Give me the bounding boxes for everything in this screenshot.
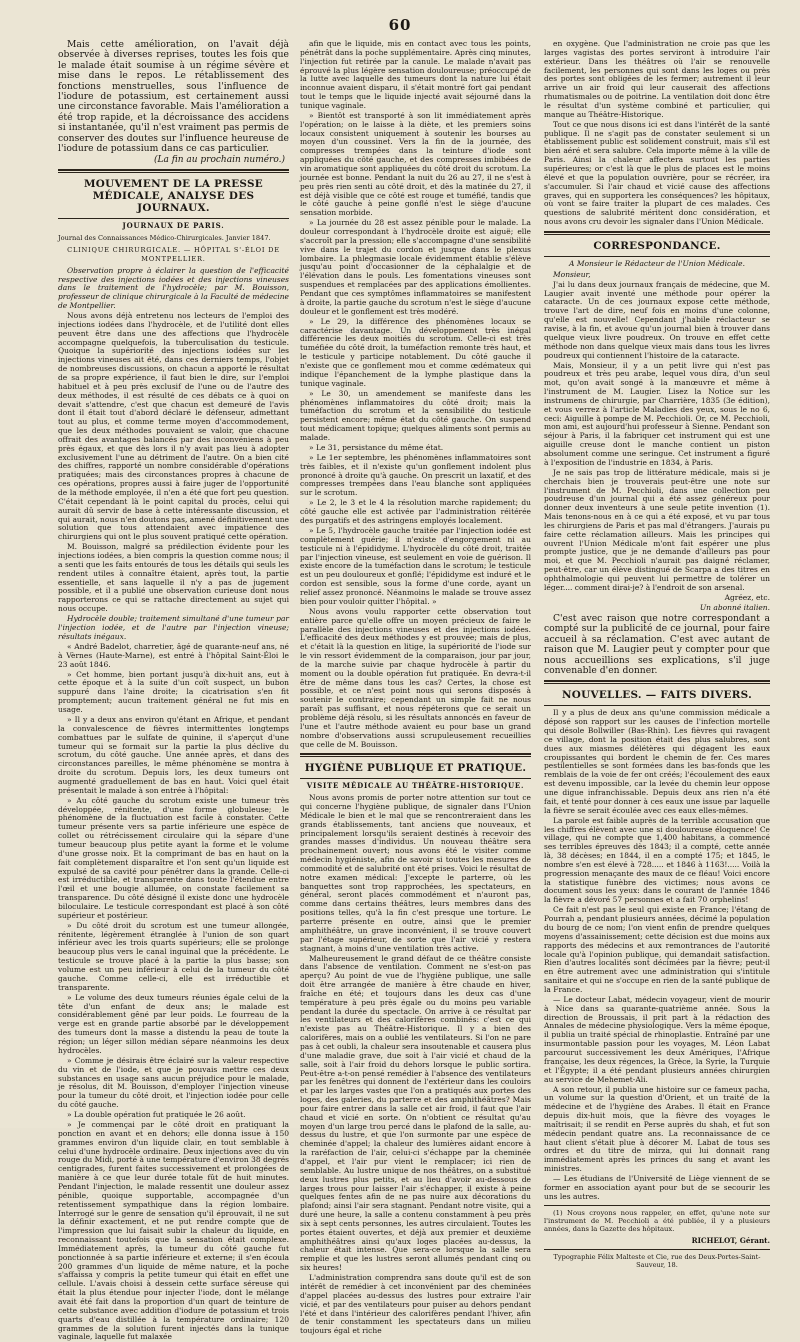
paragraph: Il y a plus de deux ans qu'une commission médicale a déposé son rapport sur les causes de l'infection mortelle qui désole Bollwiller (Bas-Rhin). Les fièvres qui ravagent ce village, dont la position était des plus salubres, sont dues aux miasmes délétères qui dégagent les eaux croupissantes qui bordent le chemin de fer. Ces mares pestilentielles se sont formées dans les bas-fonds que les remblais de la voie de fer ont créés; l'écoulement des eaux est devenu impossible, car la levée du chemin leur oppose une digue infranchissable. Depuis deux ans rien n'a été fait, et tenté pour donner à ces eaux une issue par laquelle la fièvre se serait écoulée avec ces eaux elles-mêmes.	[544, 708, 770, 815]
paragraph: » Le volume des deux tumeurs réunies égale celui de la tête d'un enfant de deux ans; le malade est considérablement gêné par leur poids. Le fourreau de la verge est en grande partie absorbé par le développement des tumeurs dont la masse a distendu la peau de toute la région; un léger sillon médian sépare néanmoins les deux hydrocèles.	[58, 992, 289, 1055]
section-title: NOUVELLES. — FAITS DIVERS.	[561, 689, 753, 702]
paragraph: » Cet homme, bien portant jusqu'à dix-huit ans, eut à cette époque et à la suite d'un coït suspect, un bubon suppuré dans l'aine droite; la cicatrisation s'en fit promptement; aucun traitement général ne fut mis en usage.	[58, 669, 289, 714]
section-title: CORRESPONDANCE.	[593, 239, 721, 252]
typographer-line: Typographie Félix Malteste et Cie, rue des Deux-Portes-Saint-Sauveur, 18.	[553, 1252, 761, 1270]
paragraph: » Comme je désirais être éclairé sur la valeur respective du vin et de l'iode, et que je pouvais mettre ces deux substances en usage sans aucun préjudice pour le malade, je résolus, dit M. Bouisson, d'employer l'injection vineuse pour la tumeur du côté droit, et l'injection iodée pour celle du côté gauche.	[58, 1055, 289, 1110]
column-2	[300, 39, 531, 1336]
paragraph: » Bientôt est transporté à son lit immédiatement après l'opération; on le laisse à la diète, et les premiers soins locaux consistent uniquement à soutenir les bourses au moyen d'un coussinet. Vers la fin de la journée, des compresses trempées dans la teinture d'iode sont appliquées du côté gauche, et des compresses imbibées de vin aromatique sont appliquées du côté droit du scrotum. La journée est bonne. Pendant la nuit du 26 au 27, il ne s'est à peu près rien senti au côté droit, et dès la matinée du 27, il est déjà visible que ce côté est rouge et tuméfié, tandis que le côté gauche à peine gonflé n'est le siège d'aucune sensation morbide.	[300, 110, 531, 218]
divider	[58, 218, 289, 219]
section-title: MOUVEMENT DE LA PRESSE MÉDICALE, ANALYSE DES JOURNAUX.	[83, 178, 264, 215]
publisher-signature: RICHELOT, Gérant.	[691, 1235, 770, 1245]
paragraph: Ce fait n'est pas le seul qui existe en France; l'étang de Pourrah a, pendant plusieurs années, décimé la population du bourg de ce nom; l'on vient enfin de prendre quelques moyens d'assainissement; cette décision est due moins aux rapports des médecins et aux remontrances de l'autorité locale qu'à l'opinion publique, qui demandait satisfaction. Rien d'autres localités sont décimées par la fièvre; peut-il en être autrement avec une administration qui s'intitule sanitaire et qui ne s'occupe en rien de la santé publique de la France.	[544, 905, 770, 994]
section-title: HYGIÈNE PUBLIQUE ET PRATIQUE.	[304, 762, 527, 775]
divider	[544, 256, 770, 257]
section-divider	[544, 680, 770, 684]
clinic-title: CLINIQUE CHIRURGICALE. — HÔPITAL S'-ÉLOI DE MONTPELLIER.	[67, 246, 280, 263]
column-3	[544, 39, 770, 1270]
section-divider	[544, 231, 770, 235]
paragraph: » La journée du 28 est assez pénible pour le malade. La douleur correspondant à l'hydrocèle droite est aiguë; elle s'accroît par la pression; elle s'accompagne d'une sensibilité vive dans le trajet du cordon et jusque dans le plexus lombaire. La phlegmasie locale évidemment établie s'élève jusqu'au point d'occasionner de la céphalalgie et de l'élévation dans le pouls. Les fomentations vineuses sont suspendues et remplacées par des applications émollientes. Pendant que ces symptômes inflammatoires se manifestent à droite, la partie gauche du scrotum n'est le siège d'aucune douleur et le gonflement est très modéré.	[300, 218, 531, 316]
paragraph: Nous avons déjà entretenu nos lecteurs de l'emploi des injections iodées dans l'hydrocèle, et de l'utilité dont elles peuvent être dans une des affections que l'hydrocèle accompagne quelquefois, la tuberculisation du testicule. Quoique la supériorité des injections iodées sur les injections vineuses ait été, dans ces derniers temps, l'objet de nombreuses discussions, on chacun a apporté le résultat de sa propre expérience, il faut bien le dire, sur l'emploi habituel et à peu près exclusif de l'une ou de l'autre des deux méthodes, il est résulté de ces débats ce à quoi on devait s'attendre, c'est que chacun est demeuré de l'avis dont il était tout d'abord déclaré le défenseur, admettant tout au plus, et comme terme moyen d'accommodement, que les deux méthodes pouvaient se valoir, que chacune offrait des avantages balancés par des inconvéniens à peu près égaux, et que dès lors il n'y avait pas lieu à adopter exclusivement l'une au détriment de l'autre. On a bien cité des chiffres, rapporté un nombre considérable d'opérations pratiquées; mais des circonstances propres à chacune de ces opérations, propres aussi à faire juger de l'opportunité de la méthode employée, il n'en a été que fort peu question. C'était cependant là le point capital du procès, celui qui aurait dû servir de base à cette intéressante discussion, et qui aurait, nous n'en doutons pas, amené définitivement une solution que tous attendaient avec impatience des chirurgiens qui ont le plus souvent pratiqué cette opération.	[58, 311, 289, 542]
paragraph: Nous avons promis de porter notre attention sur tout ce qui concerne l'hygiène publique, de signaler dans l'Union Médicale le bien et le mal que se rencontreraient dans les grands établissements, tant anciens que nouveaux, et principalement lorsqu'ils seraient destinés à recevoir des grandes masses d'individus. Un nouveau théâtre sera prochainement ouvert; nous avons été le visiter comme médecin hygiéniste, afin de savoir si toutes les mesures de commodité et de salubrité ont été prises. Voici le résultat de notre examen médical: J'excepte le parterre, où les banquettes sont trop rapprochées, les spectateurs, en général, seront placés commodément et n'auront pas, comme dans certains théâtres, leurs membres dans des positions telles, qu'à la fin c'est presque une torture. Le parterre présente en outre, ainsi que le premier amphithéâtre, un grave inconvénient, il se trouve couvert par l'étage supérieur, de sorte que l'air vicié y restera stagnant, à moins d'une ventilation très active.	[300, 793, 531, 953]
journal-source: Journal des Connaissances Médico-Chirurgicales. Janvier 1847.	[58, 234, 271, 243]
paragraph: Mais, Monsieur, il y a un petit livre qui n'est pas poudreux et très peu arabe, lequel vous dira, d'un seul mot, qu'on avait songé à la manœuvre et même à l'instrument de M. Laugier. Lisez la Notice sur les instrumens de chirurgie, par Charrière, 1835 (3e édition), et vous verrez à l'article Maladies des yeux, sous le no 6, ceci: Aiguille à pompe de M. Pecchioli. Or, ce M. Pecchioli, mon ami, est aujourd'hui professeur à Sienne. Pendant son séjour à Paris, il la fabriquer cet instrument qui est une aiguille creuse dont le manche contient un piston absolument comme une seringue. Cet instrument a figuré à l'exposition de l'industrie en 1834, à Paris.	[544, 360, 770, 467]
divider	[544, 1205, 770, 1206]
paragraph: » Il y a deux ans environ qu'étant en Afrique, et pendant la convalescence de fièvres intermittentes longtemps combattues par le sulfate de quinine, il s'aperçut d'une tumeur qui se formait sur la partie la plus déclive du scrotum, du côté gauche. Une année après, et dans des circonstances pareilles, le même phénomène se montra à droite du scrotum. Depuis lors, les deux tumeurs ont augmenté graduellement de bas en haut. Voici quel était présentait le malade à son entrée à l'hôpital:	[58, 715, 289, 795]
paragraph: Je ne sais pas trop de littérature médicale, mais si je cherchais bien je trouverais peut-être une note sur l'instrument de M. Pecchioli, dans une collection peu poudreuse d'un journal qui a été assez généreux pour donner deux inventeurs à une seule petite invention (1). Mais tenons-nous en à ce qui a été exposé, et vu par tous les chirurgiens de Paris et pas mal d'étrangers. J'aurais pu faire cette réclamation ailleurs. Mais les principes qui ouvrent l'Union Médicale m'ont fait espérer une plus prompte justice, que je ne demande d'ailleurs pas pour moi, et que M. Pecchioli n'aurait pas daigné réclamer, peut-être, car un élève distingué de Scarpa a des titres en ophthalmologie qui peuvent lui permettre de tolérer un léger.... comment dirai-je? à l'endroit de son arsenal.	[544, 467, 770, 592]
paragraph: — Les étudians de l'Université de Liège viennent de se former en association ayant pour but de se secourir les uns les autres.	[544, 1174, 770, 1201]
editor-note: C'est avec raison que notre correspondant a compté sur la publicité de ce journal, pour faire accueil à sa réclamation. C'est avec autant de raison que M. Laugier peut y compter pour que nous accueillions ses explications, s'il juge convenable d'en donner.	[544, 612, 770, 676]
paragraph: » La double opération fut pratiquée le 26 août.	[67, 1110, 246, 1120]
paragraph: La parole est faible auprès de la terrible accusation que les chiffres élèvent avec une si douloureuse éloquence! Ce village, qui ne compte que 1,400 habitans, a commencé ses terribles épreuves dès 1843; il a compté, cette année là, 38 décèses; en 1844, il en a compté 175; et 1845, le nombre s'en est élevé à 728..... et 1846 à 1163!..... Voilà la progression menaçante des maux de ce fléau! Voici encore la statistique funèbre des victimes; nous avons ce document sous les yeux: dans le courant de l'année 1846 la fièvre a dévoré 57 personnes et a fait 70 orphelins!	[544, 815, 770, 905]
paragraph: » Je commençai par le côté droit en pratiquant la ponction en avant et en dehors; elle donna issue à 150 grammes environ d'un liquide clair, en tout semblable à celui d'une hydrocèle ordinaire. Deux injections avec du vin rouge du Midi, porté à une température d'environ 38 degrés centigrades, furent faites successivement et prolongées de manière à ce que leur durée totale fût de huit minutes. Pendant l'injection, le malade ressentit une douleur assez pénible, quoique supportable, accompagnée d'un retentissement sympathique dans la région lombaire. Interrogé sur le genre de sensation qu'il éprouvait, il ne sut la définir exactement, et ne put rendre compte que de l'impression que lui faisait subir la chaleur du liquide, en reconnaissant toutefois que la sensation était complexe. Immédiatement après, la tumeur du côté gauche fut ponctionnée à sa partie inférieure et externe; il s'en écoula 200 grammes d'un liquide de même nature, et la poche s'affaissa y compris la petite tumeur qui était en effet une cellule. L'avais choisi à dessein cette surface séreuse qui était la plus étendue pour injecter l'iode, dont le mélange avait été fait dans la proportion d'un quart de teinture de cette substance avec addition d'iodure de potassium et trois quarts d'eau distillée à la température ordinaire; 120 grammes de la solution furent injectés dans la tunique vaginale, laquelle fut malaxée	[58, 1120, 289, 1342]
paragraph: » Le 1er septembre, les phénomènes inflammatoires sont très faibles, et il n'existe qu'un gonflement indolent plus prononcé à droite qu'à gauche. On prescrit un laxatif, et des compresses trempées dans l'eau blanche sont appliquées sur le scrotum.	[300, 452, 531, 498]
paragraph: » Du côté droit du scrotum est une tumeur allongée, rénitente, légèrement étranglée à l'union de son quart inférieur avec les trois quarts supérieurs; elle se prolonge beaucoup plus vers le canal inguinal que la précédente. Le testicule se trouve placé à la partie la plus basse; son volume est un peu inférieur à celui de la tumeur du côté gauche. Comme celle-ci, elle est irréductible et transparente.	[58, 920, 289, 992]
divider	[544, 705, 770, 706]
paragraph: A son retour, il publia une histoire sur ce fameux pacha, un volume sur la question d'Orient, et un traité de la médecine et de l'hygiène des Arabes. Il était en France depuis dix-huit mois, que la fièvre des voyages le maîtrisait; il se rendit en Perse auprès du shah, et fut son médecin pendant quatre ans. La reconnaissance de ce haut client s'était plue à décorer M. Labat de tous ses ordres et du titre de mirza, qui lui donnait rang immédiatement après les princes du sang et avant les ministres.	[544, 1084, 770, 1174]
paragraph: — Le docteur Labat, médecin voyageur, vient de mourir à Nice dans sa quarante-quatrième année. Sous la direction de Broussais, il prit part à la rédaction des Annales de médecine physiologique. Vers la même époque, il publia un traité spécial de rhinoplastie. Entraîné par une insurmontable passion pour les voyages, M. Léon Labat parcourut successivement les deux Amériques, l'Afrique française, les deux régences, la Grèce, la Syrie, la Turquie et l'Égypte; il a été pendant plusieurs années chirurgien au service de Mehemet-Ali.	[544, 994, 770, 1084]
paragraph: » Le 5, l'hydrocèle gauche traitée par l'injection iodée est complètement guérie; il n'existe d'engorgement ni au testicule ni à l'épididyme. L'hydrocèle du côté droit, traitée par l'injection vineuse, est seulement en voie de guérison. Il existe encore de la tuméfaction dans le scrotum; le testicule est un peu douloureux et gonflé; l'épididyme est induré et le cordon est sensible, sous la forme d'une corde, ayant un relief assez prononcé. Néanmoins le malade se trouve assez bien pour vouloir quitter l'hôpital. »	[300, 526, 531, 606]
letter-signature: Un abonné italien.	[699, 602, 770, 612]
letter-signoff: Agréez, etc.	[724, 592, 770, 602]
paragraph: » Au côté gauche du scrotum existe une tumeur très développée, rénitente, d'une forme globuleuse; le phénomène de la fluctuation est facile à constater. Cette tumeur présente vers sa partie inférieure une espèce de collet ou rétrécissement circulaire qui la sépare d'une tumeur beaucoup plus petite ayant la forme et le volume d'une grosse noix. Et la comprimant de bas en haut on la fait complètement disparaître et l'on sent qu'un liquide est expulsé de sa cavité pour pénétrer dans la grande. Celle-ci est irréductible, et transparente dans toute l'étendue entre l'œil et une bougie allumée, on constate facilement sa transparence. Du côté désigné il existe donc une hydrocèle biloculaire. Le testicule correspondant est placé à son côté supérieur et postérieur.	[58, 795, 289, 920]
paragraph: Tout ce que nous disons ici est dans l'intérêt de la santé publique. Il ne s'agit pas de constater seulement si un établissement public est solidement construit, mais s'il est bien aéré et sera salubre. Cela importe même à la ville de Paris. Ainsi la chaleur affectera surtout les parties supérieures; or c'est là que le plus de places est le moins élevé et que la population ouvrière, pour se récréer, ira s'accumuler. Si l'air chaud et vicié cause des affections graves, qui en supportera les conséquences? les hôpitaux, où vont se faire traiter la plupart de ces malades. Ces questions de salubrité méritent donc considération, et nous avons cru devoir les signaler dans l'Union Médicale.	[544, 119, 770, 227]
divider	[300, 778, 531, 779]
paragraph: « André Badelot, charretier, âgé de quarante-neuf ans, né à Vèrnes (Haute-Marne), est entré à l'hôpital Saint-Éloi le 23 août 1846.	[58, 641, 289, 669]
paragraph: » Le 2, le 3 et le 4 la résolution marche rapidement; du côté gauche elle est activée par l'administration réitérée des purgatifs et des astringens employés localement.	[300, 498, 531, 526]
paragraph: » Le 31, persistance du même état.	[309, 442, 444, 452]
paragraph: Malheureusement le grand défaut de ce théâtre consiste dans l'absence de ventilation. Comment ne s'est-on pas aperçu? Au point de vue de l'hygiène publique, une salle doit être arrangée de manière à être chaude en hiver, fraîche en été; et toujours dans les deux cas d'une température à peu près égale ou du moins peu variable pendant la durée du spectacle. On arrive à ce résultat par les ventilateurs et des calorifères combinés: c'est ce qui n'existe pas au Théâtre-Historique. Il y a bien des calorifères, mais on a oublié les ventilateurs. Si l'on ne pare pas à cet oubli, la chaleur sera insoutenable et causera plus d'une maladie grave, due soit à l'air vicié et chaud de la salle, soit à l'air froid du dehors lorsque le public sortira. Peut-être a-t-on pensé remédier à l'absence des ventilateurs par les fenêtres qui donnent de l'extérieur dans les couloirs et par les larges vastes que l'on a pratiqués aux portes des loges, des galeries, du parterre et des amphithéâtres? Mais pour faire entrer dans la salle cet air froid, il faut que l'air chaud et vicié en sorte. On n'obtient ce résultat qu'au moyen d'un large trou percé dans le plafond de la salle, au-dessus du lustre, et que l'on surmonte par une espèce de cheminée d'appel; la chaleur des lumières aidant encore à la raréfaction de l'air, celui-ci s'échappe par la cheminée d'appel, et l'air pur vient le remplacer; ici rien de semblable. Au lustre unique de nos théâtres, on a substitué deux lustres plus petits, et au lieu d'avoir au-dessous de larges trous pour laisser l'air s'échapper, il existe à peine quelques fentes afin de ne pas nuire aux décorations du plafond; ainsi l'air sera stagnant. Pendant notre visite, qui a duré une heure, la salle a contenu constamment à peu près six à sept cents personnes, les autres circulaient. Toutes les portes étaient ouvertes, et déjà aux premier et deuxième amphithéâtres ainsi qu'aux loges placées au-dessus, la chaleur était intense. Que sera-ce lorsque la salle sera remplie et que les lustres seront allumés pendant cinq ou six heures!	[300, 953, 531, 1273]
divider	[544, 1249, 770, 1250]
paragraph: afin que le liquide, mis en contact avec tous les points, pénétrât dans la poche supplémentaire. Après cinq minutes, l'injection fut retirée par la canule. Le malade n'avait pas éprouvé la plus légère sensation douloureuse; préoccupé de la lutte avec laquelle des tumeurs dont la nature lui était inconnue avaient disparu, il s'était montré fort gai pendant tout le temps que le liquide injecté avait séjourné dans la tunique vaginale.	[300, 39, 531, 110]
observation-title: Observation propre à éclairer la question de l'efficacité respective des injections iodées et des injections vineuses dans le traitement de l'hydrocèle; par M. Bouisson, professeur de clinique chirurgicale à la Faculté de médecine de Montpellier.	[58, 265, 289, 311]
paragraph: en oxygène. Que l'administration ne croie pas que les larges vagistas des portes serviront à introduire l'air extérieur. Dans les théâtres où l'air se renouvelle facilement, les personnes qui sont dans les loges ou près des portes sont obligées de les fermer; autrement il leur arrive un air froid qui leur causerait des affections rhumatismales ou de poitrine. La ventilation doit donc être le résultat d'un système combiné et particulier, qui manque au Théâtre-Historique.	[544, 39, 770, 119]
paragraph: L'administration comprendra sans doute qu'il est de son intérêt de remédier à cet inconvénient par des cheminées d'appel placées au-dessus des lustres pour extraire l'air vicié, et par des ventilateurs pour puiser au dehors pendant l'été et dans l'intérieur des calorifères pendant l'hiver, afin de tenir constamment les spectateurs dans un milieu toujours égal et riche	[300, 1273, 531, 1336]
paragraph: Mais cette amélioration, on l'avait déjà observée à diverses reprises, toutes les fois que le malade était soumise à un régime sévère et mise dans le repos. Le rétablissement des fonctions menstruelles, sous l'influence de l'iodure de potassium, est certainement aussi une circonstance favorable. Mais l'amélioration a été trop rapide, et la décroissance des accidens si instantanée, qu'il n'est vraiment pas permis de conserver des doutes sur l'influence heureuse de l'iodure de potassium dans ce cas particulier.	[58, 39, 289, 155]
letter-greeting: Monsieur,	[553, 269, 591, 279]
section-divider	[58, 169, 289, 173]
to-be-continued: (La fin au prochain numéro.)	[153, 155, 285, 166]
subsection-title: JOURNAUX DE PARIS.	[122, 221, 225, 231]
subsection-title: VISITE MÉDICALE AU THÉÂTRE-HISTORIQUE.	[306, 781, 525, 791]
footnote: (1) Nous croyons nous rappeler, en effet, qu'une note sur l'instrument de M. Pecchioli a été publiée, il y a plusieurs années, dans la Gazette des hôpitaux.	[544, 1208, 770, 1233]
paragraph: » Le 30, un amendement se manifeste dans les phénomènes inflammatoires du côté droit; mais la tuméfaction du scrotum et la sensibilité du testicule persistent encore; même état du côté gauche. On suspend tout médicament topique; quelques aliments sont permis au malade.	[300, 388, 531, 442]
case-subtitle: Hydrocèle double; traitement simultané d'une tumeur par l'injection iodée, et de l'autre par l'injection vineuse; résultats inégaux.	[58, 614, 289, 641]
column-1	[58, 39, 289, 1342]
paragraph: J'ai lu dans deux journaux français de médecine, que M. Laugier avait inventé une méthode pour opérer la cataracte. Un de ces journaux expose cette méthode, trouve l'art de dire, neuf fois en moins d'une colonne, qu'elle est nouvelle! Cependant j'habile réclacteur se ravise, à la fin, et avoue qu'un journal bien à trouver dans quelque vieux livre poudreux. On trouve en effet cette méthode non dans quelque vieux mais dans tous les livres poudreux qui contiennent l'histoire de la cataracte.	[544, 279, 770, 360]
letter-address: A Monsieur le Rédacteur de l'Union Médicale.	[569, 258, 745, 268]
page-number: 60	[388, 16, 412, 34]
section-divider	[300, 753, 531, 757]
paragraph: Nous avons voulu rapporter cette observation tout entière parce qu'elle offre un moyen précieux de faire le parallèle des injections vineuses et des injections iodées. L'efficacité des deux méthodes y est prouvée; mais de plus, et c'était là la question en litige, la supériorité de l'iode sur le vin ressort évidemment de la comparaison, jour par jour, de la marche suivie par chaque hydrocèle à partir du moment ou la double opération fut pratiquée. En devra-t-il être de même dans tous les cas? Certes, la chose est possible, et ce n'est point nous qui serons disposés à soutenir le contraire; cependant un simple fait ne nous paraît pas suffisant, et nous répéterons que ce serait un problème déjà résolu, si les résultats annoncés en faveur de l'une et l'autre méthode avaient eu pour base un grand nombre d'observations aussi scrupuleusement recueillies que celle de M. Bouisson.	[300, 606, 531, 749]
paragraph: M. Bouisson, malgré sa prédilection évidente pour les injections iodées, a bien compris la question comme nous; il a senti que les faits entourés de tous les détails qui seuls les rendent utiles à connaître étaient, après tout, la partie essentielle, et sans laquelle il n'y a pas de jugement possible, et il a publié une observation curieuse dont nous rapporterons ce qui se rattache directement au sujet qui nous occupe.	[58, 542, 289, 614]
paragraph: » Le 29, la différence des phénomènes locaux se caractérise davantage. Un développement très inégal différencie les deux moitiés du scrotum. Celle-ci est très tuméfiée du côté droit, la tuméfaction remonte très haut, et le testicule y participe notablement. Du côté gauche il n'existe que ce gonflement mou et comme œdémateux qui indique l'épanchement de la lymphe plastique dans la tunique vaginale.	[300, 316, 531, 388]
